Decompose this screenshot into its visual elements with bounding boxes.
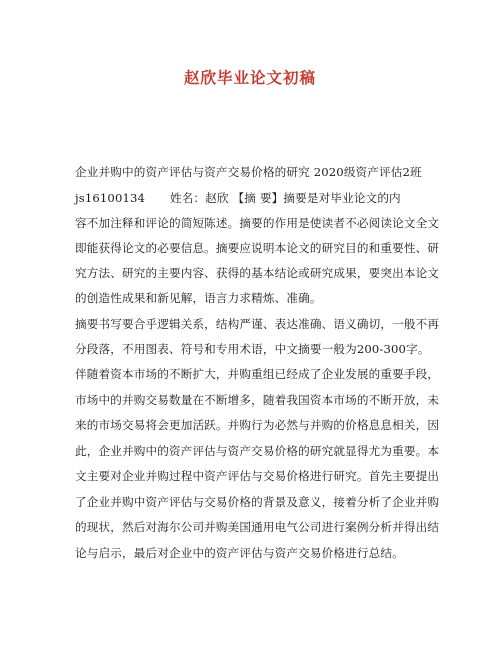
paragraph-line: 的现状，然后对海尔公司并购美国通用电气公司进行案例分析并得出结 — [75, 520, 440, 534]
student-id: js16100134 — [75, 191, 146, 205]
student-id-line — [75, 191, 435, 205]
paragraph-line: 论与启示，最后对企业中的资产评估与资产交易价格进行总结。 — [75, 546, 404, 560]
paragraph-line: 此，企业并购中的资产评估与资产交易价格的研究就显得尤为重要。本 — [75, 444, 440, 458]
paragraph-line: 摘要书写要合乎逻辑关系，结构严谨、表达准确、语义确切，一般不再 — [75, 317, 440, 331]
document-title: 赵欣毕业论文初稿 — [183, 68, 316, 87]
paragraph-line: 即能获得论文的必要信息。摘要应说明本论文的研究目的和重要性、研 — [75, 241, 440, 255]
name-and-abstract-start: 姓名：赵欣 【摘 要】摘要是对毕业论文的内 — [170, 191, 401, 205]
paragraph-line: 来的市场交易将会更加活跃。并购行为必然与并购的价格息息相关，因 — [75, 418, 440, 432]
paragraph-line: 了企业并购中资产评估与交易价格的背景及意义，接着分析了企业并购 — [75, 495, 440, 509]
paragraph-line: 的创造性成果和新见解，语言力求精炼、准确。 — [75, 291, 322, 305]
paragraph-line: 分段落，不用图表、符号和专用术语，中文摘要一般为200-300字。 — [75, 342, 430, 356]
paragraph-line: 容不加注释和评论的简短陈述。摘要的作用是使读者不必阅读论文全文 — [75, 216, 440, 230]
paragraph-line: 企业并购中的资产评估与资产交易价格的研究 2020级资产评估2班 — [75, 165, 422, 179]
paragraph-line: 伴随着资本市场的不断扩大，并购重组已经成了企业发展的重要手段， — [75, 367, 440, 381]
paragraph-line: 究方法、研究的主要内容、获得的基本结论或研究成果，要突出本论文 — [75, 266, 440, 280]
paragraph-line: 市场中的并购交易数量在不断增多，随着我国资本市场的不断开放，未 — [75, 393, 440, 407]
paragraph-line: 文主要对企业并购过程中资产评估与交易价格进行研究。首先主要提出 — [75, 469, 440, 483]
